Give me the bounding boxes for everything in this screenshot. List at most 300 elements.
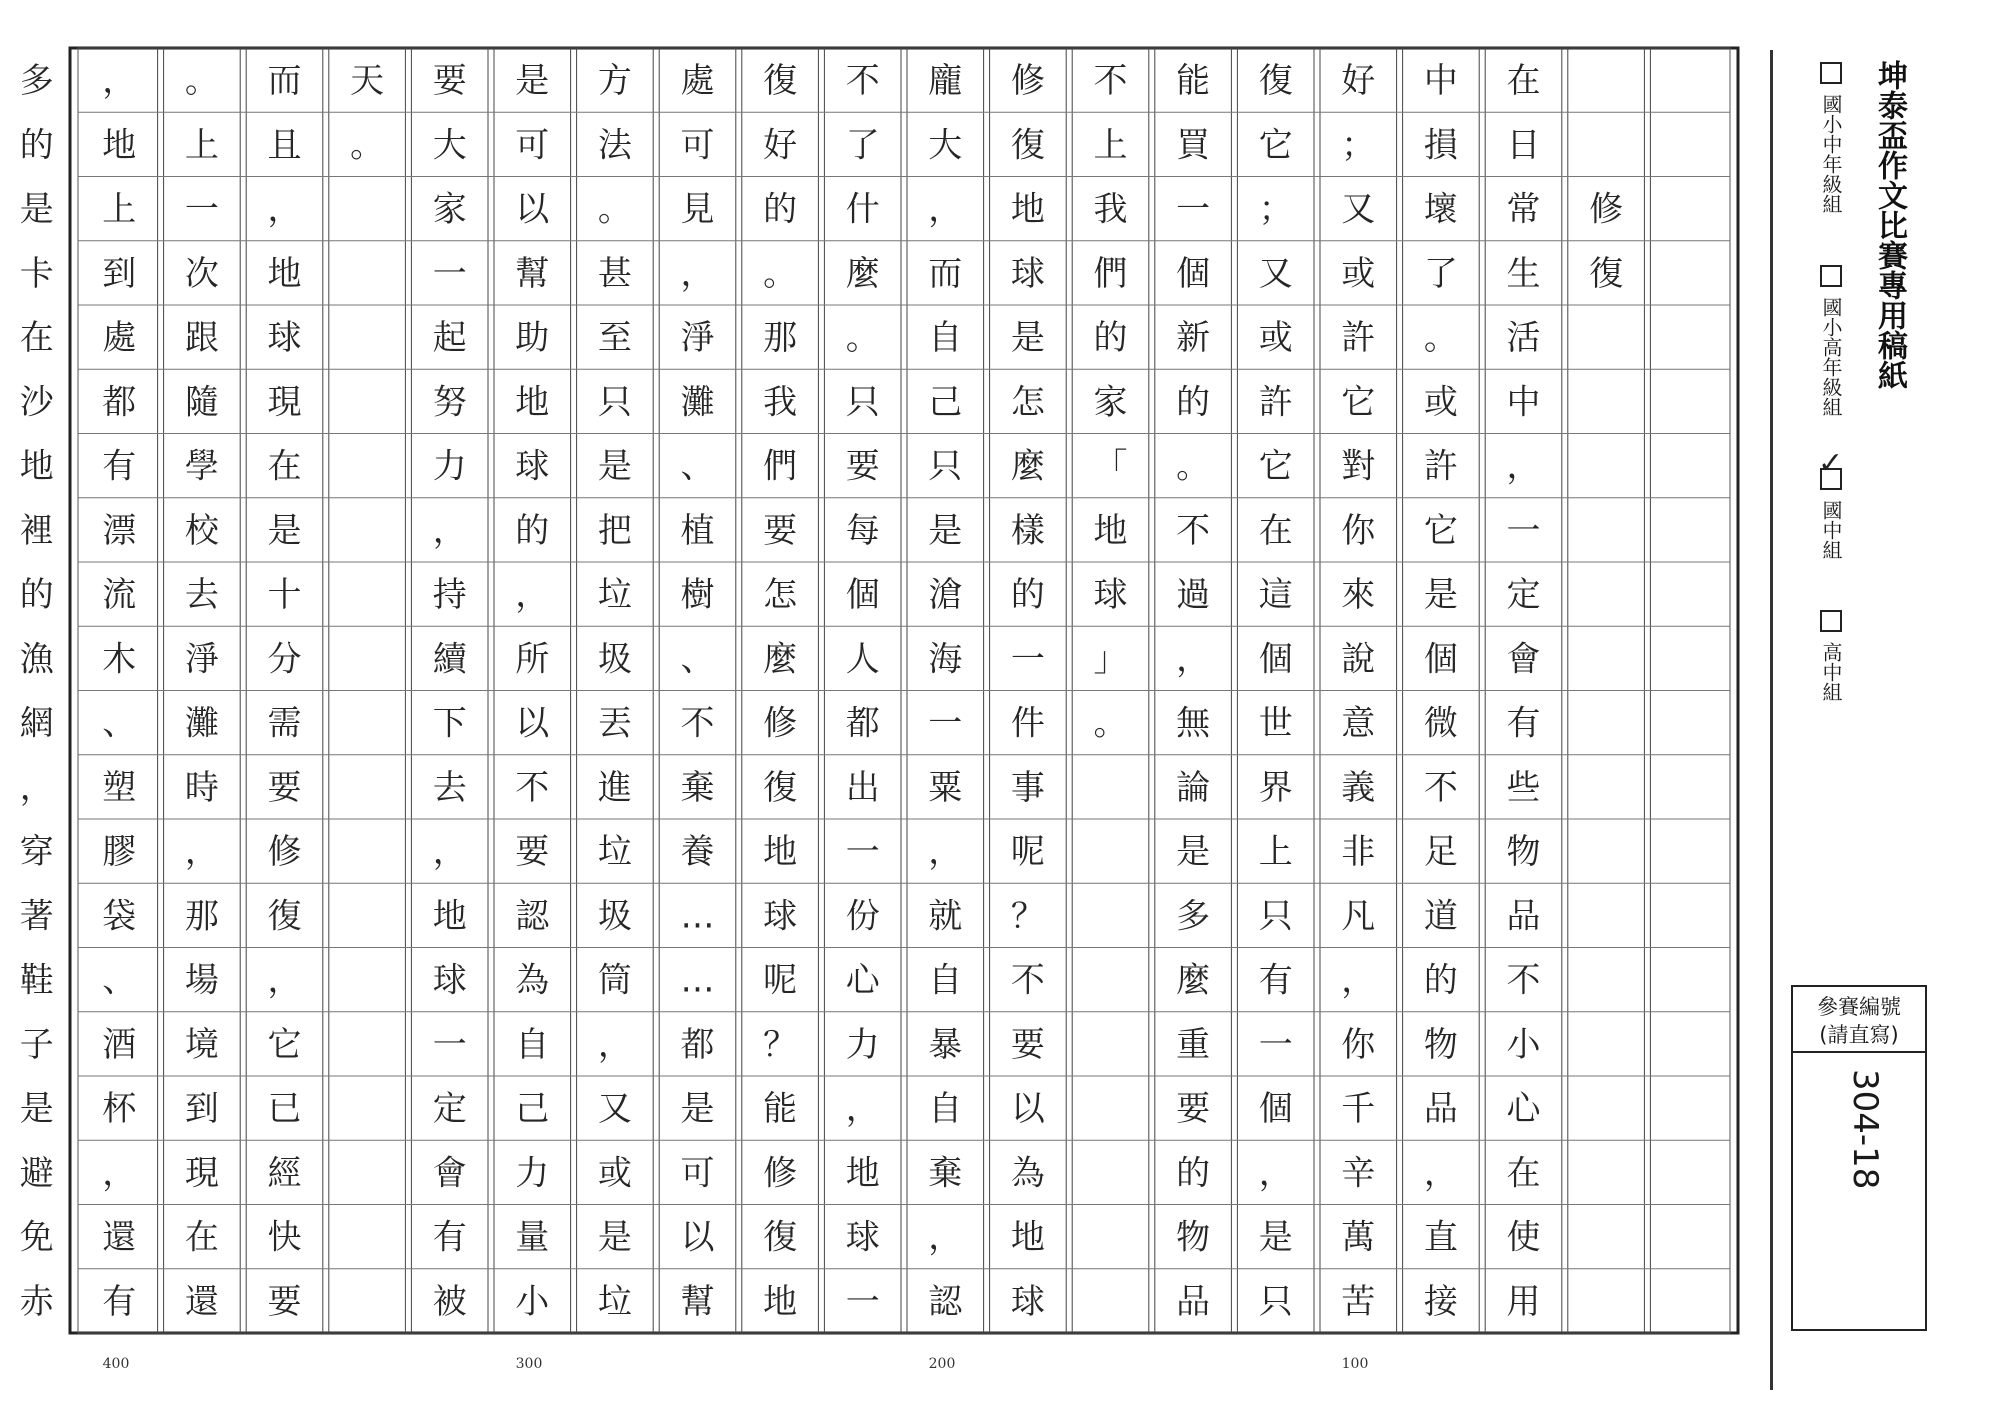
essay-char: 是 — [1176, 832, 1211, 873]
essay-char: 而 — [928, 253, 963, 294]
essay-char: 是 — [597, 1217, 632, 1258]
form-side-panel — [1758, 50, 1998, 1410]
essay-char: 對 — [1341, 446, 1376, 487]
essay-char: 沙 — [19, 382, 54, 423]
essay-char: 活 — [1506, 318, 1541, 359]
essay-char: 定 — [1506, 575, 1541, 616]
essay-char: 這 — [1258, 575, 1293, 616]
margin-line — [1770, 50, 1773, 1390]
essay-char: 生 — [1506, 253, 1541, 294]
essay-char: 直 — [1423, 1217, 1458, 1258]
essay-char: 又 — [1341, 189, 1376, 230]
essay-char: 鞋 — [19, 960, 54, 1001]
essay-char: 自 — [928, 318, 963, 359]
essay-char: 又 — [1258, 253, 1293, 294]
essay-char: 去 — [432, 767, 467, 808]
essay-char: 。 — [184, 61, 219, 102]
essay-char: 怎 — [1010, 382, 1045, 423]
checkbox-checked[interactable] — [1818, 446, 1844, 490]
essay-char: 海 — [928, 639, 963, 680]
essay-char: 的 — [763, 189, 798, 230]
essay-char: 一 — [1176, 189, 1211, 230]
essay-char: 。 — [1176, 446, 1211, 487]
essay-char: 去 — [184, 575, 219, 616]
essay-char: 子 — [19, 1024, 54, 1065]
entry-number-label: 參賽編號 — [1817, 995, 1901, 1019]
essay-char: 世 — [1258, 703, 1293, 744]
essay-char: 或 — [1258, 318, 1293, 359]
essay-char: 呢 — [763, 960, 798, 1001]
essay-char: 那 — [763, 318, 798, 359]
essay-char: 苦 — [1341, 1281, 1376, 1322]
essay-char: 在 — [1506, 61, 1541, 102]
essay-char: 它 — [1258, 125, 1293, 166]
option-elementary-middle[interactable] — [1816, 62, 1846, 214]
essay-char: 在 — [1506, 1153, 1541, 1194]
essay-char: 要 — [432, 61, 467, 102]
essay-char: 已 — [267, 1089, 302, 1130]
essay-text — [0, 61, 1623, 1322]
essay-char: 了 — [1423, 253, 1458, 294]
essay-char: 自 — [928, 1089, 963, 1130]
essay-char: 赤 — [19, 1281, 54, 1322]
option-label: 高中組 — [1819, 642, 1843, 702]
essay-char: ？ — [763, 1024, 798, 1065]
essay-char: 個 — [1423, 639, 1458, 680]
essay-char: 球 — [515, 446, 550, 487]
essay-char: 力 — [845, 1024, 880, 1065]
essay-char: 不 — [1506, 960, 1541, 1001]
essay-char: 棄 — [680, 767, 715, 808]
essay-char: 至 — [597, 318, 632, 359]
essay-char: 。 — [1093, 703, 1128, 744]
essay-char: 可 — [680, 125, 715, 166]
essay-char: 要 — [845, 446, 880, 487]
essay-char: 境 — [184, 1024, 219, 1065]
essay-char: 常 — [1506, 189, 1541, 230]
essay-char: 垃 — [597, 832, 632, 873]
essay-char: 是 — [267, 510, 302, 551]
essay-char: ， — [102, 1153, 137, 1194]
essay-char: 物 — [1176, 1217, 1211, 1258]
essay-char: 。 — [350, 125, 385, 166]
essay-char: 。 — [597, 189, 632, 230]
essay-char: 在 — [19, 318, 54, 359]
essay-char: 植 — [680, 510, 715, 551]
essay-char: 一 — [845, 1281, 880, 1322]
essay-char: 過 — [1176, 575, 1211, 616]
essay-char: 、 — [680, 639, 715, 680]
essay-char: 什 — [845, 189, 880, 230]
entry-number-hint: (請直寫) — [1819, 1023, 1899, 1047]
essay-char: 的 — [1176, 1153, 1211, 1194]
essay-char: ， — [1176, 639, 1211, 680]
essay-char: 來 — [1341, 575, 1376, 616]
essay-char: ， — [515, 575, 550, 616]
essay-char: 定 — [432, 1089, 467, 1130]
essay-char: 筒 — [597, 960, 632, 1001]
essay-char: 校 — [184, 510, 219, 551]
essay-char: ， — [1341, 960, 1376, 1001]
essay-char: 袋 — [102, 896, 137, 937]
essay-char: 球 — [1010, 253, 1045, 294]
essay-char: 續 — [432, 639, 467, 680]
option-junior-high[interactable] — [1816, 446, 1846, 560]
essay-char: 暴 — [928, 1024, 963, 1065]
essay-char: 自 — [928, 960, 963, 1001]
essay-char: 丟 — [597, 703, 632, 744]
essay-char: 許 — [1341, 318, 1376, 359]
essay-char: 是 — [19, 189, 54, 230]
essay-char: ， — [928, 832, 963, 873]
essay-char: 中 — [1506, 382, 1541, 423]
essay-char: 或 — [1341, 253, 1376, 294]
essay-char: 球 — [1093, 575, 1128, 616]
grid-lines — [78, 48, 1730, 1333]
essay-char: 要 — [1010, 1024, 1045, 1065]
essay-char: 在 — [267, 446, 302, 487]
essay-char: 到 — [102, 253, 137, 294]
essay-char: 的 — [1423, 960, 1458, 1001]
essay-char: 是 — [1423, 575, 1458, 616]
essay-char: 漂 — [102, 510, 137, 551]
essay-char: 己 — [928, 382, 963, 423]
essay-char: ； — [1341, 125, 1376, 166]
essay-char: 使 — [1506, 1217, 1541, 1258]
essay-char: 一 — [184, 189, 219, 230]
essay-char: 塑 — [102, 767, 137, 808]
essay-char: 地 — [432, 896, 467, 937]
essay-char: ， — [184, 832, 219, 873]
essay-char: 垃 — [597, 575, 632, 616]
essay-char: 認 — [928, 1281, 963, 1322]
essay-char: 場 — [184, 960, 219, 1001]
essay-char: 它 — [1258, 446, 1293, 487]
essay-char: 修 — [1010, 61, 1045, 102]
essay-char: 、 — [102, 703, 137, 744]
essay-char: 它 — [267, 1024, 302, 1065]
essay-char: 地 — [1093, 510, 1128, 551]
checkbox[interactable] — [1820, 610, 1842, 632]
essay-char: 好 — [1341, 61, 1376, 102]
essay-char: 是 — [515, 61, 550, 102]
essay-char: 個 — [1258, 1089, 1293, 1130]
essay-char: 的 — [1010, 575, 1045, 616]
essay-char: 份 — [845, 896, 880, 937]
essay-char: 們 — [1093, 253, 1128, 294]
essay-char: 龐 — [928, 61, 963, 102]
essay-char: 不 — [1093, 61, 1128, 102]
essay-char: 經 — [267, 1153, 302, 1194]
option-elementary-upper[interactable] — [1816, 265, 1846, 417]
essay-char: 圾 — [597, 639, 632, 680]
essay-char: 都 — [680, 1024, 715, 1065]
essay-char: 地 — [763, 832, 798, 873]
essay-char: 樣 — [1010, 510, 1045, 551]
essay-char: 灘 — [184, 703, 219, 744]
essay-char: 們 — [763, 446, 798, 487]
essay-char: 是 — [19, 1089, 54, 1130]
essay-char: 淨 — [680, 318, 715, 359]
essay-char: 的 — [1093, 318, 1128, 359]
essay-char: 粟 — [928, 767, 963, 808]
essay-char: 地 — [515, 382, 550, 423]
essay-char: 接 — [1423, 1281, 1458, 1322]
essay-char: 復 — [763, 767, 798, 808]
essay-char: ， — [597, 1024, 632, 1065]
essay-char: 能 — [1176, 61, 1211, 102]
essay-char: 出 — [845, 767, 880, 808]
essay-char: ， — [928, 1217, 963, 1258]
essay-char: 酒 — [102, 1024, 137, 1065]
essay-char: 努 — [432, 382, 467, 423]
essay-char: 時 — [184, 767, 219, 808]
essay-char: 卡 — [19, 253, 54, 294]
checkbox[interactable] — [1820, 265, 1842, 287]
essay-char: 修 — [267, 832, 302, 873]
essay-char: 我 — [1093, 189, 1128, 230]
essay-char: 被 — [432, 1281, 467, 1322]
essay-char: 或 — [597, 1153, 632, 1194]
essay-char: 處 — [680, 61, 715, 102]
essay-char: 不 — [515, 767, 550, 808]
essay-char: 漁 — [19, 639, 54, 680]
essay-char: 意 — [1341, 703, 1376, 744]
essay-char: 方 — [597, 61, 632, 102]
essay-char: 的 — [1176, 382, 1211, 423]
essay-char: 千 — [1341, 1089, 1376, 1130]
essay-char: 學 — [184, 446, 219, 487]
form-title: 坤泰盃作文比賽專用稿紙 — [1872, 60, 1907, 390]
essay-char: ， — [432, 510, 467, 551]
essay-char: 麼 — [1010, 446, 1045, 487]
essay-char: 球 — [763, 896, 798, 937]
essay-char: 地 — [19, 446, 54, 487]
essay-char: 隨 — [184, 382, 219, 423]
essay-char: 我 — [763, 382, 798, 423]
essay-char: 都 — [845, 703, 880, 744]
entry-number-value: 304-18 — [1845, 1069, 1885, 1190]
essay-char: 辛 — [1341, 1153, 1376, 1194]
essay-char: 網 — [19, 703, 54, 744]
option-senior-high[interactable] — [1816, 610, 1846, 702]
essay-char: 力 — [515, 1153, 550, 1194]
essay-char: 些 — [1506, 767, 1541, 808]
essay-char: 有 — [102, 1281, 137, 1322]
essay-char: 上 — [1258, 832, 1293, 873]
essay-char: 「 — [1093, 446, 1128, 487]
essay-char: 在 — [1258, 510, 1293, 551]
essay-char: 要 — [267, 1281, 302, 1322]
essay-char: 那 — [184, 896, 219, 937]
essay-char: 甚 — [597, 253, 632, 294]
essay-char: 只 — [928, 446, 963, 487]
essay-char: 微 — [1423, 703, 1458, 744]
essay-char: 品 — [1506, 896, 1541, 937]
essay-char: 木 — [102, 639, 137, 680]
essay-char: 力 — [432, 446, 467, 487]
checkbox[interactable] — [1820, 62, 1842, 84]
essay-char: 一 — [432, 1024, 467, 1065]
count-mark: 300 — [515, 1356, 543, 1372]
essay-char: 復 — [1258, 61, 1293, 102]
essay-char: 裡 — [19, 510, 54, 551]
essay-char: 灘 — [680, 382, 715, 423]
essay-char: 復 — [267, 896, 302, 937]
essay-char: 是 — [597, 446, 632, 487]
essay-char: 把 — [597, 510, 632, 551]
essay-char: ， — [1258, 1153, 1293, 1194]
essay-char: 棄 — [928, 1153, 963, 1194]
essay-char: ， — [928, 189, 963, 230]
essay-char: 非 — [1341, 832, 1376, 873]
essay-char: 事 — [1010, 767, 1045, 808]
essay-char: 下 — [432, 703, 467, 744]
essay-char: ， — [1506, 446, 1541, 487]
essay-char: ？ — [1010, 896, 1045, 937]
essay-char: 它 — [1423, 510, 1458, 551]
essay-char: 助 — [515, 318, 550, 359]
essay-char: 或 — [1423, 382, 1458, 423]
essay-char: 日 — [1506, 125, 1541, 166]
essay-char: 養 — [680, 832, 715, 873]
essay-char: 只 — [845, 382, 880, 423]
essay-char: 呢 — [1010, 832, 1045, 873]
essay-char: 」 — [1093, 639, 1128, 680]
essay-char: 每 — [845, 510, 880, 551]
essay-char: 幫 — [515, 253, 550, 294]
essay-char: 地 — [1010, 189, 1045, 230]
essay-char: 家 — [432, 189, 467, 230]
count-mark: 200 — [928, 1356, 956, 1372]
essay-char: 無 — [1176, 703, 1211, 744]
essay-char: 了 — [845, 125, 880, 166]
essay-char: … — [680, 896, 715, 937]
essay-char: 中 — [1423, 61, 1458, 102]
essay-char: 天 — [350, 61, 385, 102]
essay-char: 就 — [928, 896, 963, 937]
essay-char: 一 — [845, 832, 880, 873]
essay-char: 修 — [763, 1153, 798, 1194]
essay-char: 能 — [763, 1089, 798, 1130]
essay-char: 以 — [1010, 1089, 1045, 1130]
essay-char: 處 — [102, 318, 137, 359]
essay-char: 新 — [1176, 318, 1211, 359]
essay-char: 以 — [515, 189, 550, 230]
checkmark-icon: ✓ — [1818, 446, 1844, 481]
essay-char: 論 — [1176, 767, 1211, 808]
essay-char: 上 — [184, 125, 219, 166]
essay-char: 是 — [680, 1089, 715, 1130]
essay-char: 球 — [432, 960, 467, 1001]
essay-char: 十 — [267, 575, 302, 616]
essay-char: ， — [267, 960, 302, 1001]
essay-char: 要 — [763, 510, 798, 551]
essay-char: 麼 — [763, 639, 798, 680]
essay-char: 地 — [102, 125, 137, 166]
essay-char: 現 — [267, 382, 302, 423]
essay-char: 著 — [19, 896, 54, 937]
essay-char: 許 — [1258, 382, 1293, 423]
essay-char: 上 — [1093, 125, 1128, 166]
essay-char: 可 — [515, 125, 550, 166]
essay-char: 許 — [1423, 446, 1458, 487]
essay-char: 你 — [1341, 1024, 1376, 1065]
essay-char: 小 — [515, 1281, 550, 1322]
counter-marks — [0, 1356, 1368, 1372]
essay-char: ， — [19, 767, 54, 808]
essay-char: 。 — [1423, 318, 1458, 359]
essay-char: 地 — [763, 1281, 798, 1322]
essay-char: 球 — [1010, 1281, 1045, 1322]
essay-char: 用 — [1506, 1281, 1541, 1322]
essay-char: 多 — [1176, 896, 1211, 937]
essay-char: 損 — [1423, 125, 1458, 166]
essay-char: 見 — [680, 189, 715, 230]
essay-char: 麼 — [1176, 960, 1211, 1001]
essay-char: 穿 — [19, 832, 54, 873]
essay-char: 是 — [928, 510, 963, 551]
essay-char: 大 — [928, 125, 963, 166]
essay-char: 件 — [1010, 703, 1045, 744]
essay-char: 復 — [1589, 253, 1624, 294]
essay-char: 只 — [597, 382, 632, 423]
essay-char: 有 — [1506, 703, 1541, 744]
essay-char: 認 — [515, 896, 550, 937]
essay-char: 品 — [1423, 1089, 1458, 1130]
count-mark: 100 — [1341, 1356, 1369, 1372]
essay-char: 怎 — [763, 575, 798, 616]
essay-char: 圾 — [597, 896, 632, 937]
essay-char: 心 — [845, 960, 880, 1001]
essay-char: 還 — [184, 1281, 219, 1322]
essay-char: 、 — [680, 446, 715, 487]
essay-char: 分 — [267, 639, 302, 680]
essay-char: 人 — [845, 639, 880, 680]
essay-char: 重 — [1176, 1024, 1211, 1065]
essay-char: 快 — [267, 1217, 302, 1258]
essay-char: 不 — [845, 61, 880, 102]
essay-char: 球 — [845, 1217, 880, 1258]
essay-char: 樹 — [680, 575, 715, 616]
essay-char: 凡 — [1341, 896, 1376, 937]
essay-char: 自 — [515, 1024, 550, 1065]
essay-char: 會 — [1506, 639, 1541, 680]
essay-char: 球 — [267, 318, 302, 359]
essay-char: 界 — [1258, 767, 1293, 808]
entry-number-header — [1793, 987, 1925, 1053]
essay-char: ， — [1423, 1153, 1458, 1194]
essay-char: 且 — [267, 125, 302, 166]
essay-char: 免 — [19, 1217, 54, 1258]
essay-char: 有 — [1258, 960, 1293, 1001]
essay-char: 。 — [763, 253, 798, 294]
option-label: 國小中年級組 — [1819, 94, 1843, 214]
option-label: 國中組 — [1819, 500, 1843, 560]
essay-char: 復 — [1010, 125, 1045, 166]
essay-char: 淨 — [184, 639, 219, 680]
essay-char: ； — [1258, 189, 1293, 230]
option-label: 國小高年級組 — [1819, 297, 1843, 417]
essay-char: 要 — [267, 767, 302, 808]
essay-char: 足 — [1423, 832, 1458, 873]
essay-char: 流 — [102, 575, 137, 616]
essay-char: 一 — [1010, 639, 1045, 680]
essay-char: 為 — [1010, 1153, 1045, 1194]
essay-char: 的 — [515, 510, 550, 551]
essay-char: 的 — [19, 575, 54, 616]
essay-char: 幫 — [680, 1281, 715, 1322]
